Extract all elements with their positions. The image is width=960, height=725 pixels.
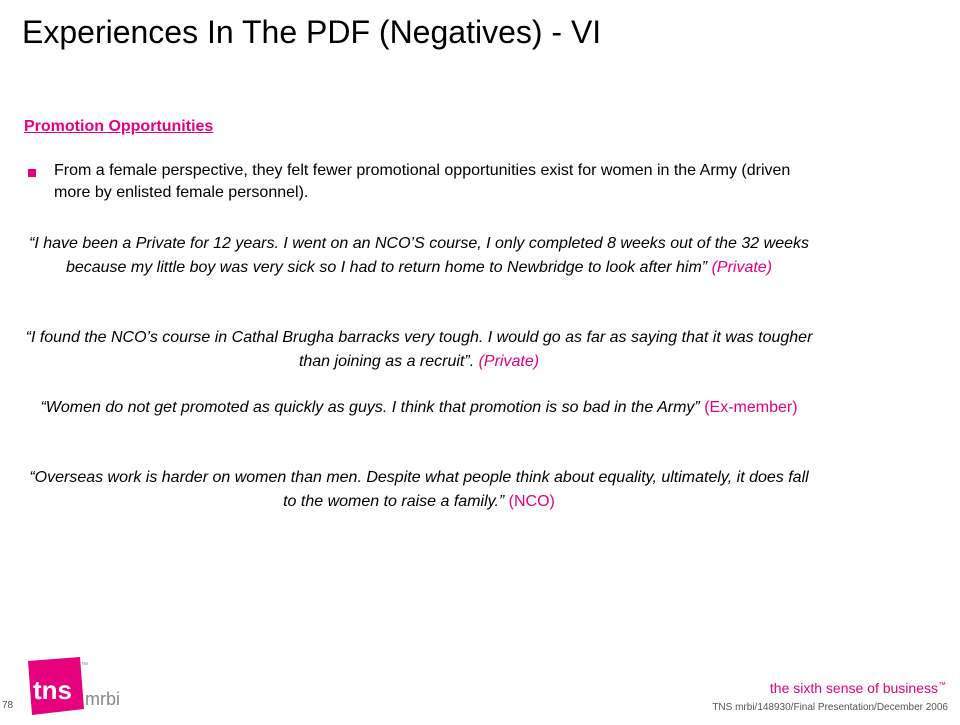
tagline-tm: ™ <box>938 680 946 690</box>
logo-sub-text: mrbi <box>85 689 120 709</box>
quote-attribution: (Private) <box>478 353 540 370</box>
tns-logo-icon <box>14 655 134 720</box>
footer-reference: TNS mrbi/148930/Final Presentation/December 2006 <box>712 702 948 713</box>
quote-2 <box>24 326 814 374</box>
page-number: 78 <box>2 700 14 711</box>
square-bullet-icon <box>28 169 36 177</box>
section-heading: Promotion Opportunities <box>24 118 214 135</box>
quote-attribution: (Private) <box>711 259 773 276</box>
quote-4 <box>24 466 814 514</box>
quote-1 <box>24 232 814 280</box>
logo-main-text: tns <box>33 675 72 705</box>
quote-text: “Women do not get promoted as quickly as guys. I think that promotion is so bad in the Army” <box>40 399 700 416</box>
slide-title: Experiences In The PDF (Negatives) - VI <box>22 14 602 50</box>
quote-text: “Overseas work is harder on women than men. Despite what people think about equality, ultimately, it does fall to the women to raise a family.” <box>29 469 809 510</box>
tns-mrbi-logo <box>14 655 134 720</box>
bullet-text: From a female perspective, they felt fewer promotional opportunities exist for women in the Army (driven more by enlisted female personnel). <box>54 162 791 201</box>
tagline <box>770 680 946 696</box>
quote-3 <box>24 396 814 420</box>
logo-tm: ™ <box>81 662 88 669</box>
bullet-point <box>24 160 804 204</box>
tagline-text: the sixth sense of business <box>769 680 938 696</box>
quote-text: “I have been a Private for 12 years. I went on an NCO’S course, I only completed 8 weeks out of the 32 weeks because my little boy was very sick so I had to return home to Newbridge to look after him” <box>29 235 809 276</box>
quote-text: “I found the NCO’s course in Cathal Brugha barracks very tough. I would go as far as saying that it was tougher than joining as a recruit”. <box>25 329 813 370</box>
quote-attribution: (NCO) <box>508 493 555 510</box>
quote-attribution: (Ex-member) <box>704 399 798 416</box>
